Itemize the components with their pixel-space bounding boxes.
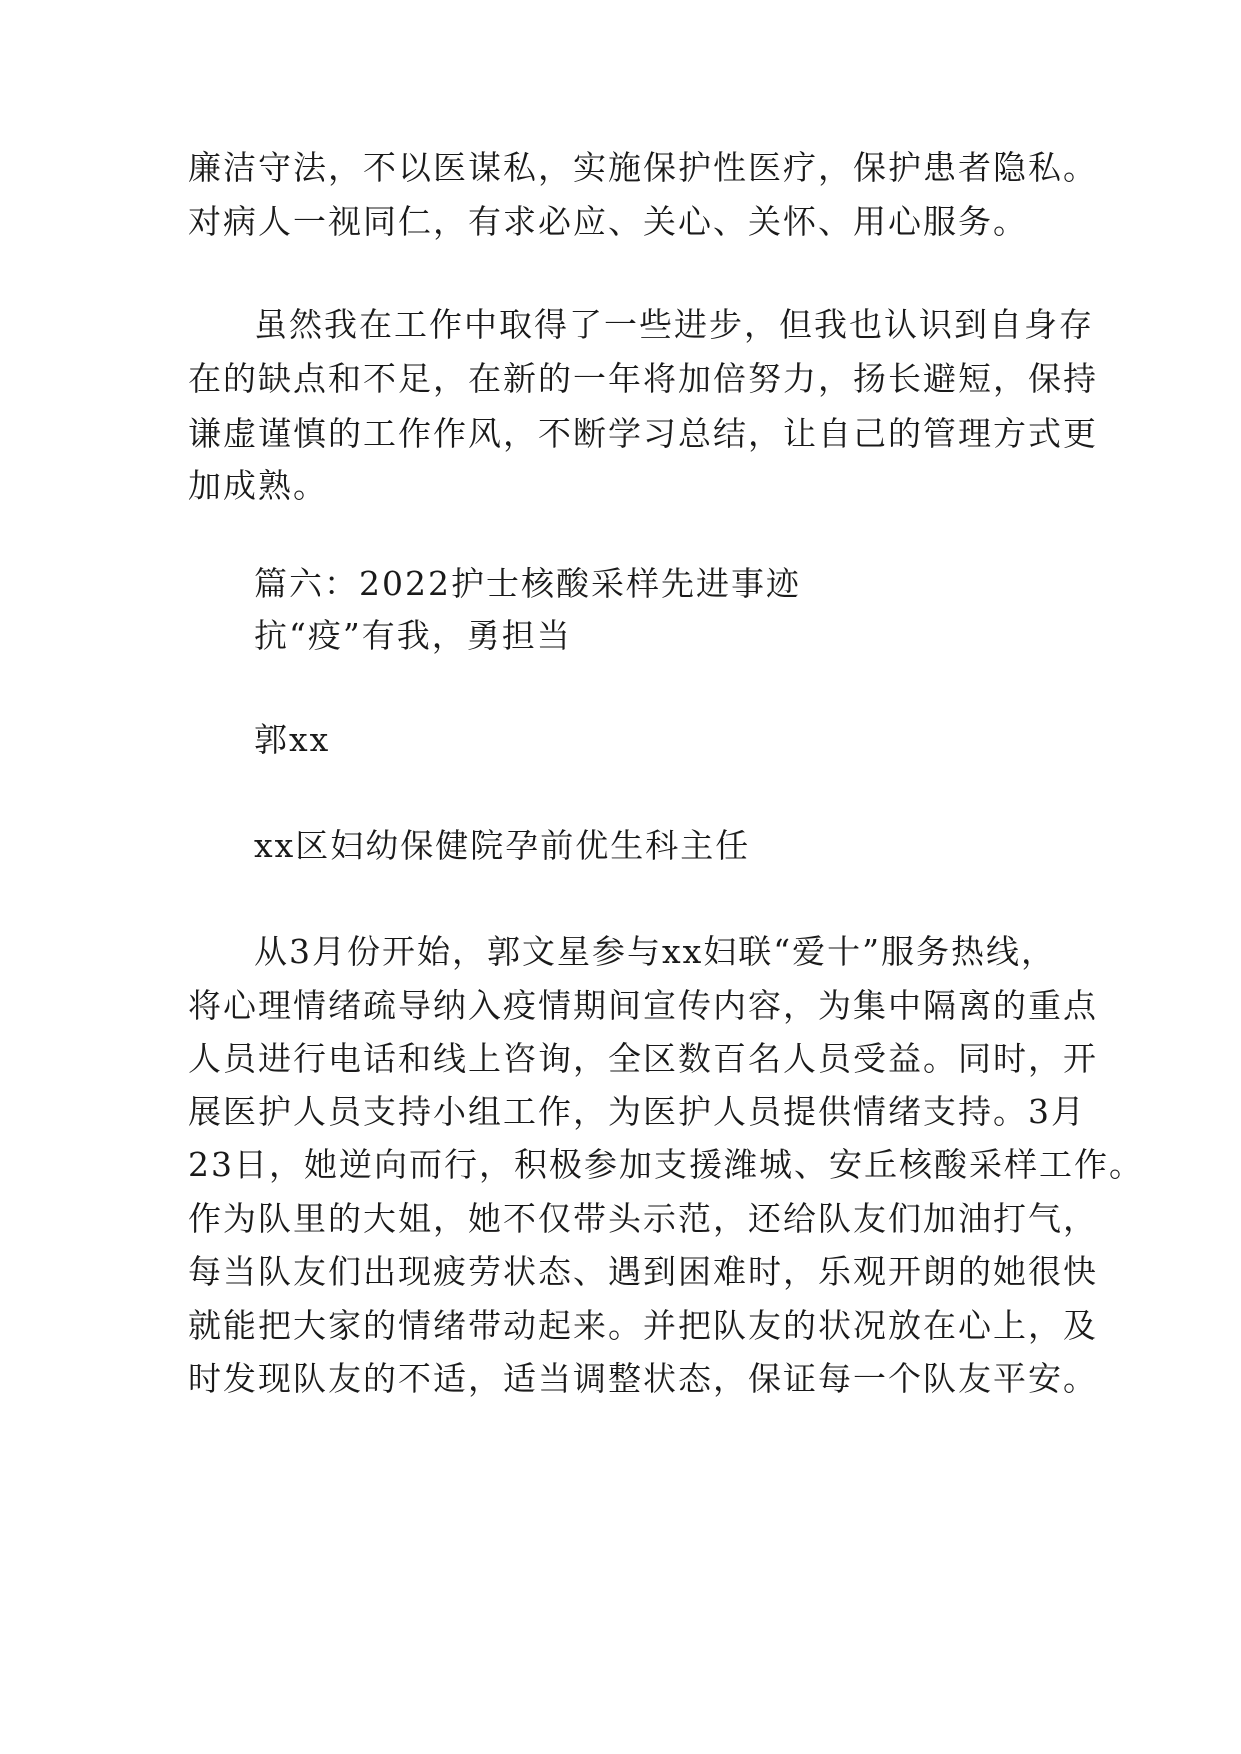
- author-name: 郭xx: [254, 720, 331, 759]
- author-affiliation: xx区妇幼保健院孕前优生科主任: [254, 826, 751, 865]
- para3-line-9: 时发现队友的不适，适当调整状态，保证每一个队友平安。: [188, 1359, 1098, 1398]
- para2-line-3: 谦虚谨慎的工作作风，不断学习总结，让自己的管理方式更: [188, 414, 1098, 453]
- para3-line-4: 展医护人员支持小组工作，为医护人员提供情绪支持。3月: [188, 1092, 1086, 1131]
- para3-line-8: 就能把大家的情绪带动起来。并把队友的状况放在心上，及: [188, 1306, 1098, 1345]
- para2-line-1: 虽然我在工作中取得了一些进步，但我也认识到自身存: [254, 305, 1094, 344]
- section-heading: 篇六：2022护士核酸采样先进事迹: [254, 564, 801, 603]
- article-title: 抗“疫”有我，勇担当: [254, 616, 572, 655]
- para3-line-5: 23日，她逆向而行，积极参加支援潍城、安丘核酸采样工作。: [188, 1145, 1144, 1184]
- para2-line-4: 加成熟。: [188, 466, 328, 505]
- para3-line-7: 每当队友们出现疲劳状态、遇到困难时，乐观开朗的她很快: [188, 1252, 1098, 1291]
- para1-line-1: 廉洁守法，不以医谋私，实施保护性医疗，保护患者隐私。: [188, 148, 1098, 187]
- para2-line-2: 在的缺点和不足，在新的一年将加倍努力，扬长避短，保持: [188, 359, 1098, 398]
- para3-line-1: 从3月份开始，郭文星参与xx妇联“爱十”服务热线，: [254, 932, 1056, 971]
- para3-line-3: 人员进行电话和线上咨询，全区数百名人员受益。同时，开: [188, 1039, 1098, 1078]
- para3-line-2: 将心理情绪疏导纳入疫情期间宣传内容，为集中隔离的重点: [188, 986, 1098, 1025]
- para1-line-2: 对病人一视同仁，有求必应、关心、关怀、用心服务。: [188, 202, 1028, 241]
- para3-line-6: 作为队里的大姐，她不仅带头示范，还给队友们加油打气，: [188, 1199, 1098, 1238]
